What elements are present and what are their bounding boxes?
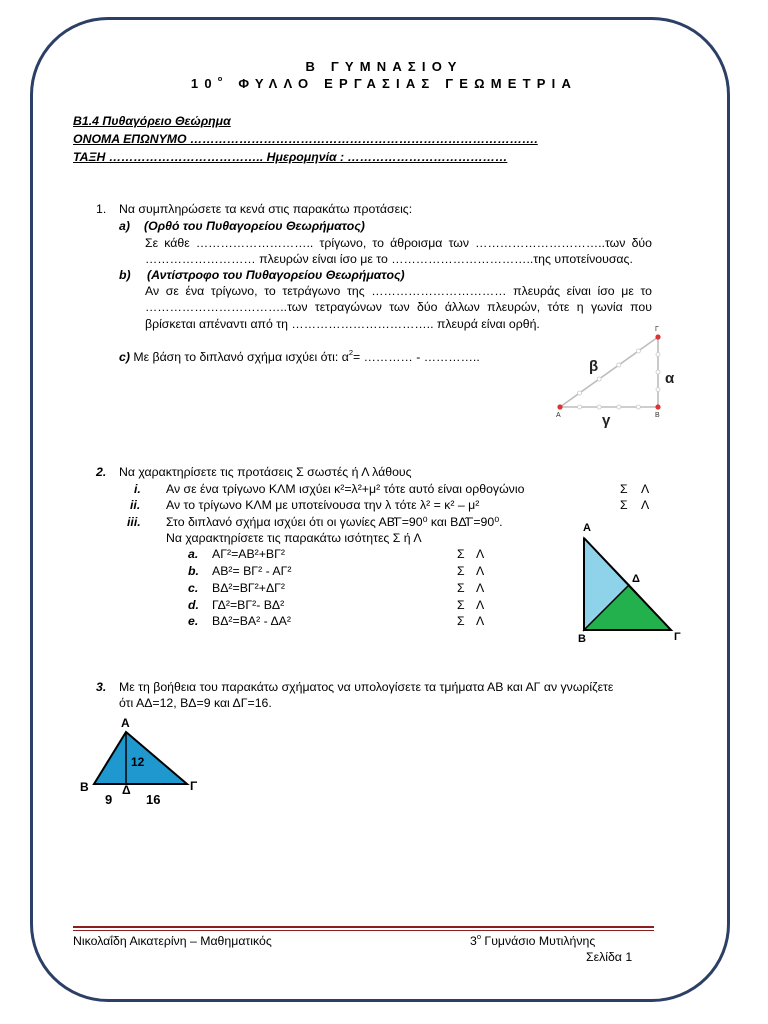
- vertex-d-label: Δ: [632, 573, 640, 585]
- true-option[interactable]: Σ: [620, 482, 628, 496]
- label-alpha: α: [665, 370, 675, 387]
- q1a-label: a): [119, 219, 130, 233]
- name-field-line[interactable]: ΟΝΟΜΑ ΕΠΩΝΥΜΟ ………………………………………………………………………….: [73, 132, 538, 146]
- false-option[interactable]: Λ: [641, 498, 650, 512]
- footer-divider: [73, 930, 654, 931]
- q2-triangle-figure: [575, 516, 685, 644]
- eq-text: ΑΒ²= ΒΓ² - ΑΓ²: [212, 564, 292, 578]
- header-worksheet-title: ΦΥΛΛΟ ΕΡΓΑΣΙΑΣ ΓΕΩΜΕΤΡΙΑ: [238, 76, 578, 91]
- q2-item-text: Αν το τρίγωνο ΚΛΜ με υποτείνουσα την λ τότε λ² = κ² – μ²: [166, 498, 480, 512]
- header-number: 10: [190, 76, 218, 91]
- q1a-title: (Ορθό του Πυθαγορείου Θεωρήματος): [144, 219, 365, 233]
- q2-item-text: Στο διπλανό σχήμα ισχύει ότι οι γωνίες ΑΒ̂Γ=90⁰ και ΒΔ̂Γ=90⁰.: [166, 515, 503, 529]
- q2-item-number: iii.: [127, 515, 141, 529]
- header-school: Β ΓΥΜΝΑΣΙΟΥ: [305, 59, 463, 74]
- eq-text: ΒΔ²=ΒΓ²+ΔΓ²: [212, 581, 286, 595]
- q1-triangle-figure: [548, 322, 675, 429]
- length-ad-label: 12: [131, 755, 145, 769]
- false-option[interactable]: Λ: [641, 482, 650, 496]
- q3-triangle-figure: [76, 712, 206, 810]
- q1-text: Να συμπληρώσετε τα κενά στις παρακάτω προτάσεις:: [119, 202, 413, 216]
- false-option[interactable]: Λ: [476, 547, 485, 561]
- topic-title: Β1.4 Πυθαγόρειο Θεώρημα: [73, 114, 231, 128]
- true-option[interactable]: Σ: [457, 547, 465, 561]
- eq-text: ΑΓ²=ΑΒ²+ΒΓ²: [212, 547, 286, 561]
- vertex-g-label: Γ: [674, 631, 681, 643]
- q1a-line2[interactable]: ……………………… πλευρών είναι ίσο με το ……………………………..της υποτείνουσας.: [145, 252, 633, 266]
- q1b-line3[interactable]: βρίσκεται απέναντι από τη …………………………….. πλευρά είναι ορθή.: [145, 317, 540, 331]
- q2-item-text: Αν σε ένα τρίγωνο ΚΛΜ ισχύει κ²=λ²+μ² τότε αυτό είναι ορθογώνιο: [166, 482, 525, 496]
- vertex-d-label: Δ: [122, 783, 131, 797]
- q1b-label: b): [119, 268, 131, 282]
- q1c-label: c): [119, 350, 130, 364]
- vertex-a-label: Α: [121, 716, 130, 730]
- class-date-field-line[interactable]: ΤΑΞΗ ……………………………….. Ημερομηνία : …………………………………: [73, 150, 508, 164]
- q1b-line2[interactable]: ……………………………..των τετραγώνων των δύο άλλων πλευρών, τότε η γωνία που: [145, 300, 652, 314]
- true-option[interactable]: Σ: [620, 498, 628, 512]
- q2-number: 2.: [96, 465, 107, 479]
- vertex-a-label: Α: [556, 412, 561, 419]
- eq-number: d.: [188, 598, 199, 612]
- q3-number: 3.: [96, 680, 107, 694]
- eq-text: ΒΔ²=ΒΑ² - ΔΑ²: [212, 614, 291, 628]
- eq-text: ΓΔ²=ΒΓ²- ΒΔ²: [212, 598, 285, 612]
- q2-sub-text: Να χαρακτηρίσετε τις παρακάτω ισότητες Σ ή Λ: [166, 531, 422, 545]
- q3-line1: Με τη βοήθεια του παρακάτω σχήματος να υπολογίσετε τα τμήματα ΑΒ και ΑΓ αν γνωρίζετε: [119, 680, 614, 694]
- eq-number: a.: [188, 547, 199, 561]
- vertex-g-dot: [655, 334, 660, 339]
- false-option[interactable]: Λ: [476, 581, 485, 595]
- q1c-line[interactable]: c) Με βάση το διπλανό σχήμα ισχύει ότι: $\alpha^2=$ ………… - …………..: [119, 348, 480, 364]
- vertex-a-dot: [557, 404, 562, 409]
- vertex-b-label: Β: [80, 780, 89, 794]
- vertex-g-label: Γ: [190, 779, 198, 793]
- vertex-a-label: Α: [583, 522, 591, 534]
- vertex-g-label: Γ: [655, 326, 659, 333]
- q2-text: Να χαρακτηρίσετε τις προτάσεις Σ σωστές ή Λ λάθους: [119, 465, 412, 479]
- eq-number: c.: [188, 581, 199, 595]
- length-dg-label: 16: [146, 792, 161, 807]
- q1b-title: (Αντίστροφο του Πυθαγορείου Θεωρήματος): [147, 268, 405, 282]
- vertex-b-label: Β: [655, 412, 660, 419]
- footer-school: $3^o$ Γυμνάσιο Μυτιλήνης: [470, 932, 596, 948]
- q1c-text: Με βάση το διπλανό σχήμα ισχύει ότι: α: [133, 350, 349, 364]
- true-option[interactable]: Σ: [457, 614, 465, 628]
- q1-triangle-sides: [560, 337, 658, 407]
- q1-number: 1.: [96, 202, 107, 216]
- q1b-line1[interactable]: Αν σε ένα τρίγωνο, το τετράγωνο της …………………………… πλευράς είναι ίσο με το: [145, 284, 652, 298]
- q2-item-number: i.: [134, 482, 141, 496]
- footer-page-number: Σελίδα 1: [586, 950, 633, 964]
- q2-item-number: ii.: [130, 498, 141, 512]
- false-option[interactable]: Λ: [476, 564, 485, 578]
- vertex-b-dot: [655, 404, 660, 409]
- true-option[interactable]: Σ: [457, 598, 465, 612]
- header-title: $10^o$ ΦΥΛΛΟ ΕΡΓΑΣΙΑΣ ΓΕΩΜΕΤΡΙΑ: [190, 74, 578, 91]
- q1c-blanks[interactable]: = ………… - …………..: [353, 350, 480, 364]
- true-option[interactable]: Σ: [457, 581, 465, 595]
- length-bd-label: 9: [105, 792, 113, 807]
- label-gamma: γ: [602, 412, 611, 429]
- footer-author: Νικολαΐδη Αικατερίνη – Μαθηματικός: [73, 934, 272, 948]
- eq-number: b.: [188, 564, 199, 578]
- footer-divider: [73, 926, 654, 928]
- false-option[interactable]: Λ: [476, 598, 485, 612]
- false-option[interactable]: Λ: [476, 614, 485, 628]
- eq-number: e.: [188, 614, 199, 628]
- q3-line2: ότι ΑΔ=12, ΒΔ=9 και ΔΓ=16.: [119, 696, 272, 710]
- label-beta: β: [589, 358, 599, 375]
- true-option[interactable]: Σ: [457, 564, 465, 578]
- vertex-b-label: Β: [578, 633, 586, 645]
- q1a-line1[interactable]: Σε κάθε ……………………….. τρίγωνο, το άθροισμα των …………………………..των δύο: [145, 236, 652, 250]
